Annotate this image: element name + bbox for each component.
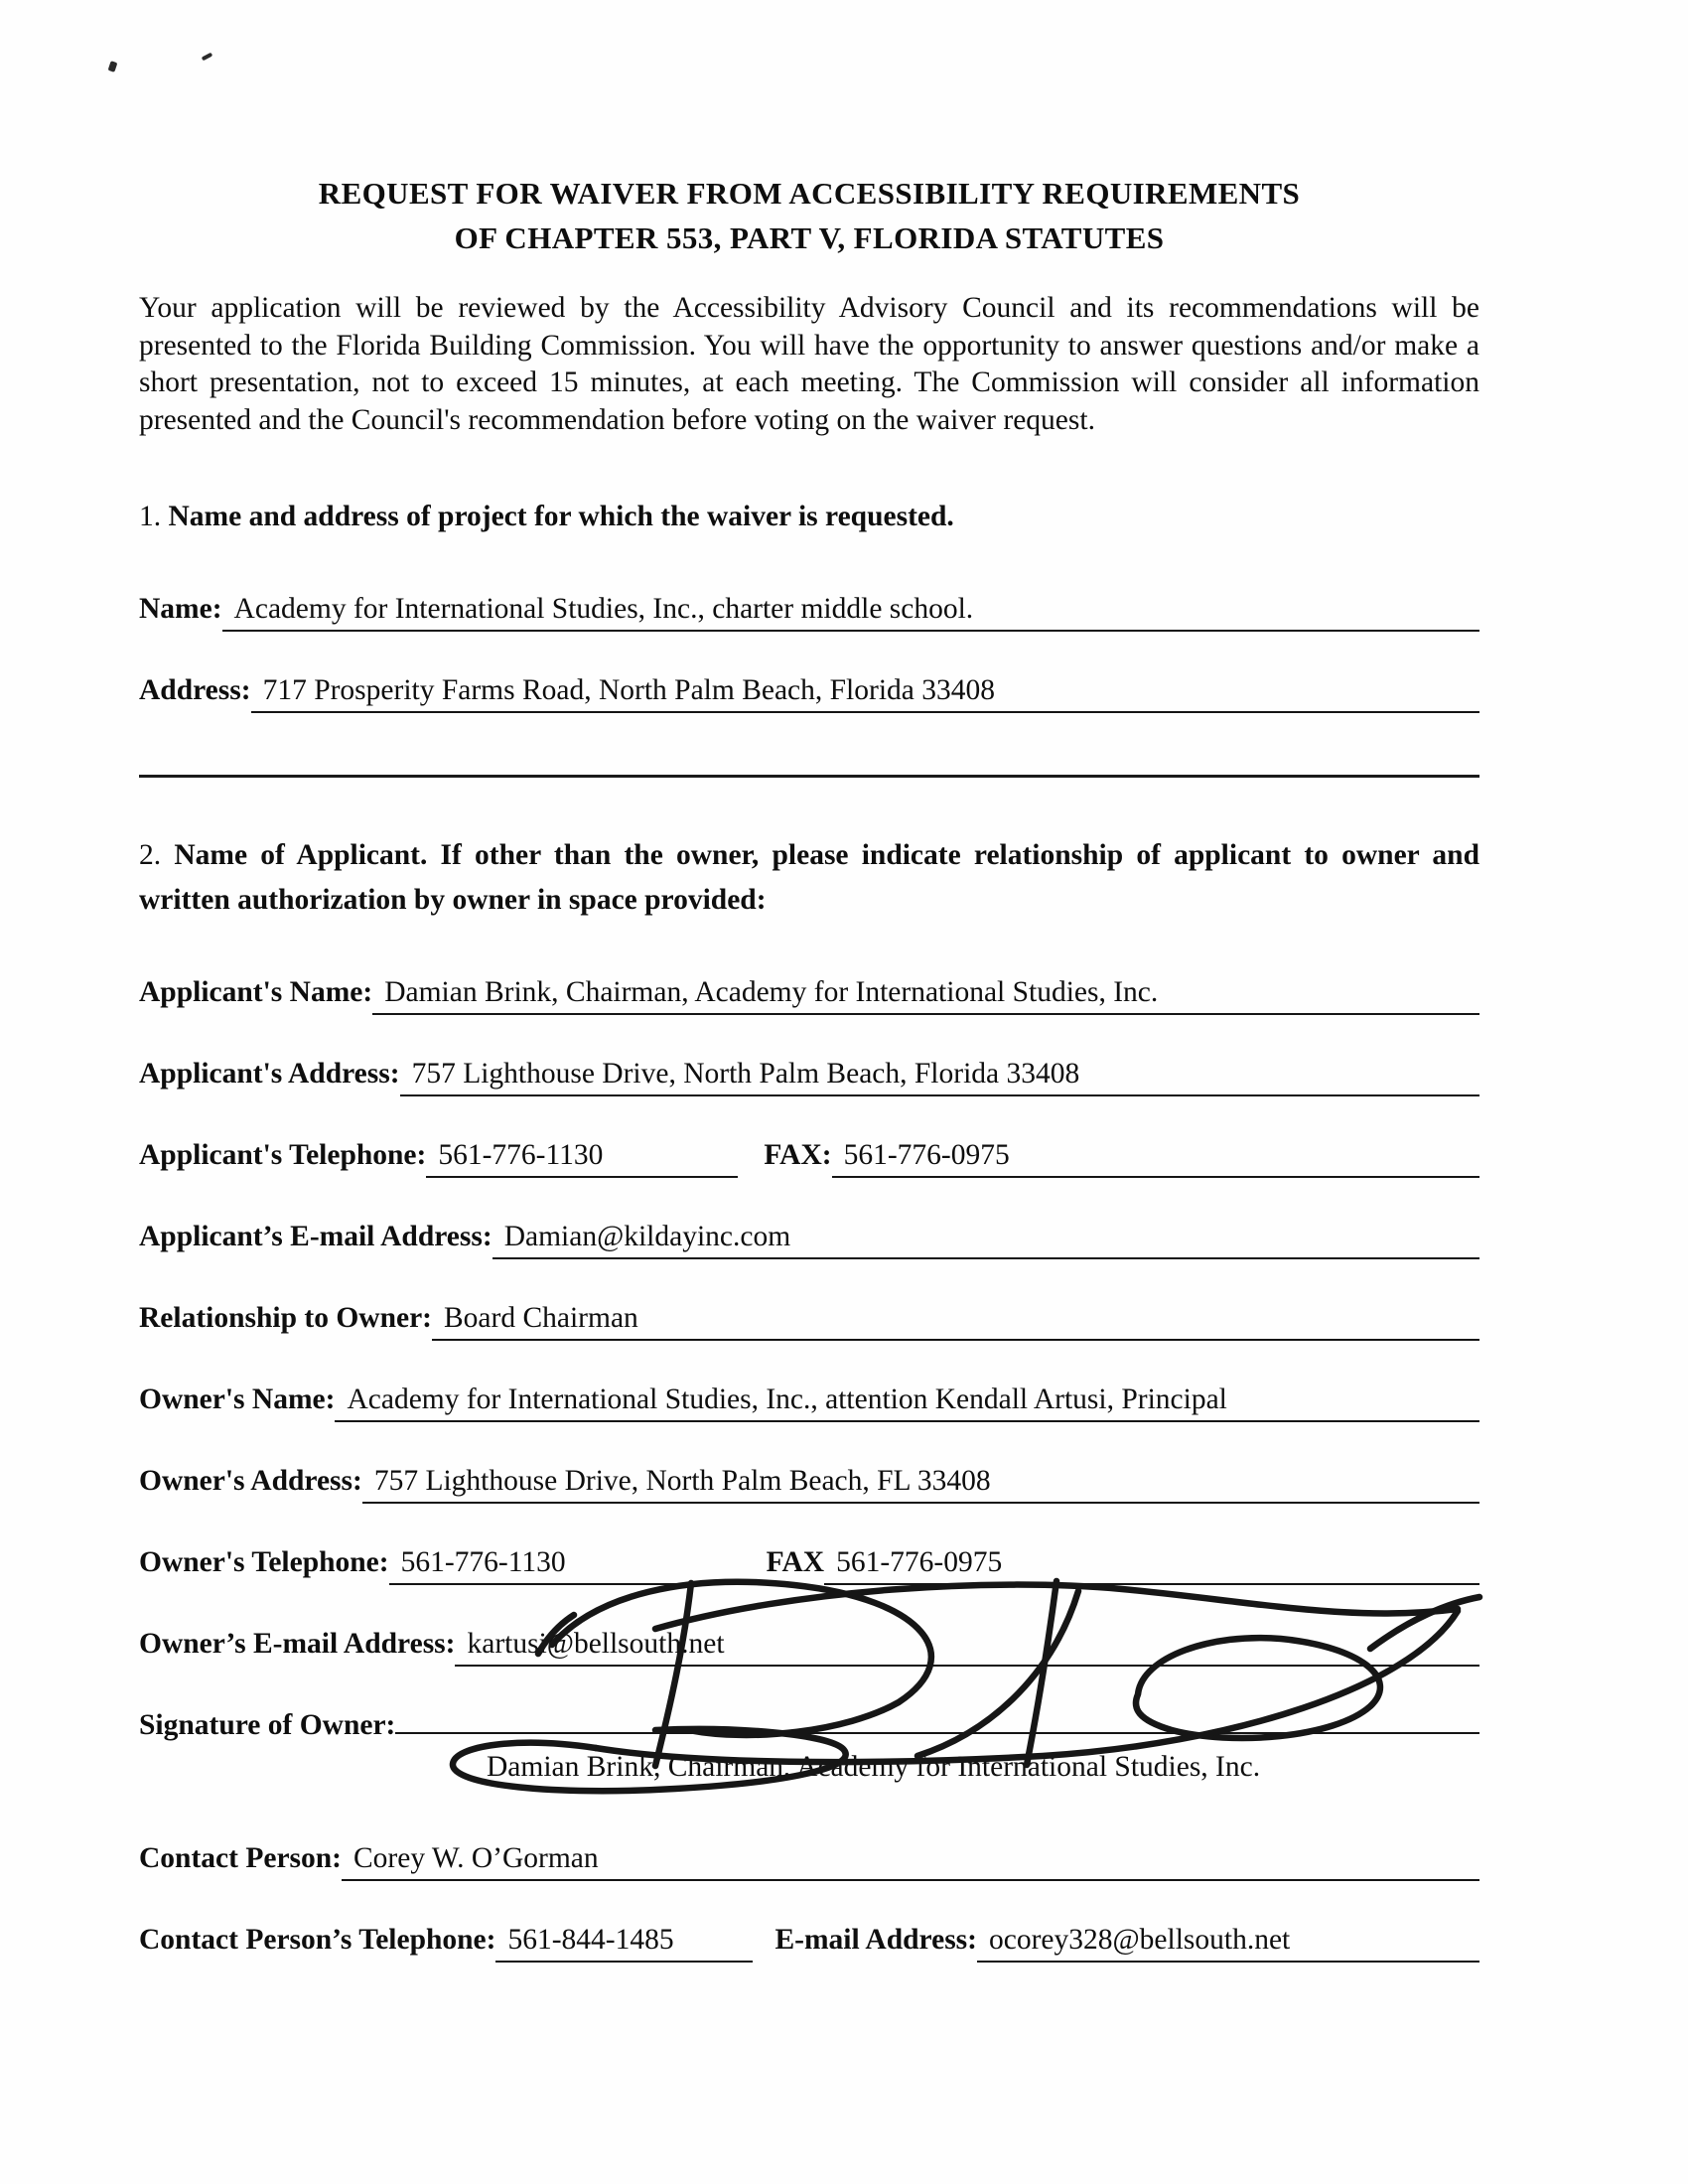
contact-person-label: Contact Person: xyxy=(139,1842,342,1874)
intro-paragraph: Your application will be reviewed by the Accessibility Advisory Council and its recommendations will be presented to the Florida Building Commission. You will have the opportunity to answer questions and/or make a short presentation, not to exceed 15 minutes, at each meeting. The Commission will consider all information presented and the Council's recommendation before voting on the waiver request. xyxy=(139,292,1479,436)
owner-phone-value: 561-776-1130 xyxy=(400,1546,566,1578)
blank-line xyxy=(139,775,1479,778)
section2-heading xyxy=(139,833,1479,923)
contact-phone-label: Contact Person’s Telephone: xyxy=(139,1924,496,1956)
section1-number: 1. xyxy=(139,501,162,532)
owner-phone-row xyxy=(139,1544,1479,1585)
owner-name-label: Owner's Name: xyxy=(139,1383,336,1415)
applicant-email-label: Applicant’s E-mail Address: xyxy=(139,1221,492,1252)
owner-signature-line xyxy=(395,1729,1479,1734)
applicant-email-value: Damian@kildayinc.com xyxy=(503,1221,791,1252)
project-address-value: 717 Prosperity Farms Road, North Palm Beach, Florida 33408 xyxy=(262,674,995,706)
applicant-email-row xyxy=(139,1219,1479,1259)
project-address-field xyxy=(251,672,1479,713)
applicant-phone-label: Applicant's Telephone: xyxy=(139,1139,427,1171)
owner-address-value: 757 Lighthouse Drive, North Palm Beach, FL 33408 xyxy=(373,1465,991,1497)
applicant-fax-value: 561-776-0975 xyxy=(843,1139,1010,1171)
owner-name-value: Academy for International Studies, Inc., attention Kendall Artusi, Principal xyxy=(347,1383,1227,1415)
document-title-line1: REQUEST FOR WAIVER FROM ACCESSIBILITY REQUIREMENTS xyxy=(318,176,1301,211)
section1-heading-text: Name and address of project for which the waiver is requested. xyxy=(168,501,954,532)
applicant-name-field xyxy=(372,974,1479,1015)
document-title xyxy=(139,171,1479,260)
owner-address-field xyxy=(362,1463,1479,1504)
contact-email-field xyxy=(977,1922,1479,1963)
applicant-address-field xyxy=(400,1056,1479,1096)
owner-fax-label: FAX xyxy=(766,1546,825,1578)
project-name-label: Name: xyxy=(139,593,222,625)
applicant-address-label: Applicant's Address: xyxy=(139,1058,400,1090)
contact-phone-row xyxy=(139,1922,1479,1963)
contact-person-row xyxy=(139,1840,1479,1881)
applicant-name-row xyxy=(139,974,1479,1015)
section2-number: 2. xyxy=(139,839,162,871)
project-name-row xyxy=(139,591,1479,632)
owner-phone-label: Owner's Telephone: xyxy=(139,1546,389,1578)
owner-fax-value: 561-776-0975 xyxy=(836,1546,1003,1578)
contact-email-value: ocorey328@bellsouth.net xyxy=(989,1924,1291,1956)
section1-heading xyxy=(139,495,1479,539)
contact-email-label: E-mail Address: xyxy=(774,1924,977,1956)
project-address-label: Address: xyxy=(139,674,251,706)
owner-signature-row xyxy=(139,1707,1479,1743)
applicant-fax-field xyxy=(832,1137,1479,1178)
project-name-field xyxy=(222,591,1479,632)
applicant-address-row xyxy=(139,1056,1479,1096)
relationship-label: Relationship to Owner: xyxy=(139,1302,432,1334)
applicant-name-label: Applicant's Name: xyxy=(139,976,373,1008)
contact-person-field xyxy=(342,1840,1479,1881)
applicant-name-value: Damian Brink, Chairman, Academy for International Studies, Inc. xyxy=(384,976,1159,1008)
applicant-phone-field xyxy=(426,1137,738,1178)
contact-phone-field xyxy=(495,1922,753,1963)
relationship-field xyxy=(432,1300,1479,1341)
owner-signature-label: Signature of Owner: xyxy=(139,1709,396,1741)
owner-email-value: kartusi@bellsouth.net xyxy=(467,1628,725,1660)
owner-fax-field xyxy=(824,1544,1479,1585)
owner-email-field xyxy=(455,1626,1479,1667)
applicant-phone-row xyxy=(139,1137,1479,1178)
owner-address-row xyxy=(139,1463,1479,1504)
applicant-email-field xyxy=(492,1219,1479,1259)
relationship-value: Board Chairman xyxy=(444,1302,638,1334)
owner-address-label: Owner's Address: xyxy=(139,1465,362,1497)
owner-phone-field xyxy=(389,1544,741,1585)
project-name-value: Academy for International Studies, Inc., charter middle school. xyxy=(233,593,974,625)
applicant-phone-value: 561-776-1130 xyxy=(438,1139,604,1171)
owner-signature-caption: Damian Brink, Chairman, Academy for International Studies, Inc. xyxy=(487,1751,1261,1783)
applicant-address-value: 757 Lighthouse Drive, North Palm Beach, Florida 33408 xyxy=(411,1058,1080,1090)
owner-name-field xyxy=(335,1382,1479,1422)
contact-person-value: Corey W. O’Gorman xyxy=(353,1842,599,1874)
document-title-line2: OF CHAPTER 553, PART V, FLORIDA STATUTES xyxy=(454,220,1165,255)
owner-email-row xyxy=(139,1626,1479,1667)
section2-heading-text: Name of Applicant. If other than the owner, please indicate relationship of applicant to owner and written authorization by owner in space provided: xyxy=(139,839,1479,916)
form-content xyxy=(139,0,1479,1963)
owner-email-label: Owner’s E-mail Address: xyxy=(139,1628,456,1660)
project-address-row xyxy=(139,672,1479,713)
scan-speck xyxy=(108,61,118,73)
applicant-fax-label: FAX: xyxy=(764,1139,832,1171)
contact-phone-value: 561-844-1485 xyxy=(507,1924,674,1956)
owner-name-row xyxy=(139,1382,1479,1422)
relationship-row xyxy=(139,1300,1479,1341)
